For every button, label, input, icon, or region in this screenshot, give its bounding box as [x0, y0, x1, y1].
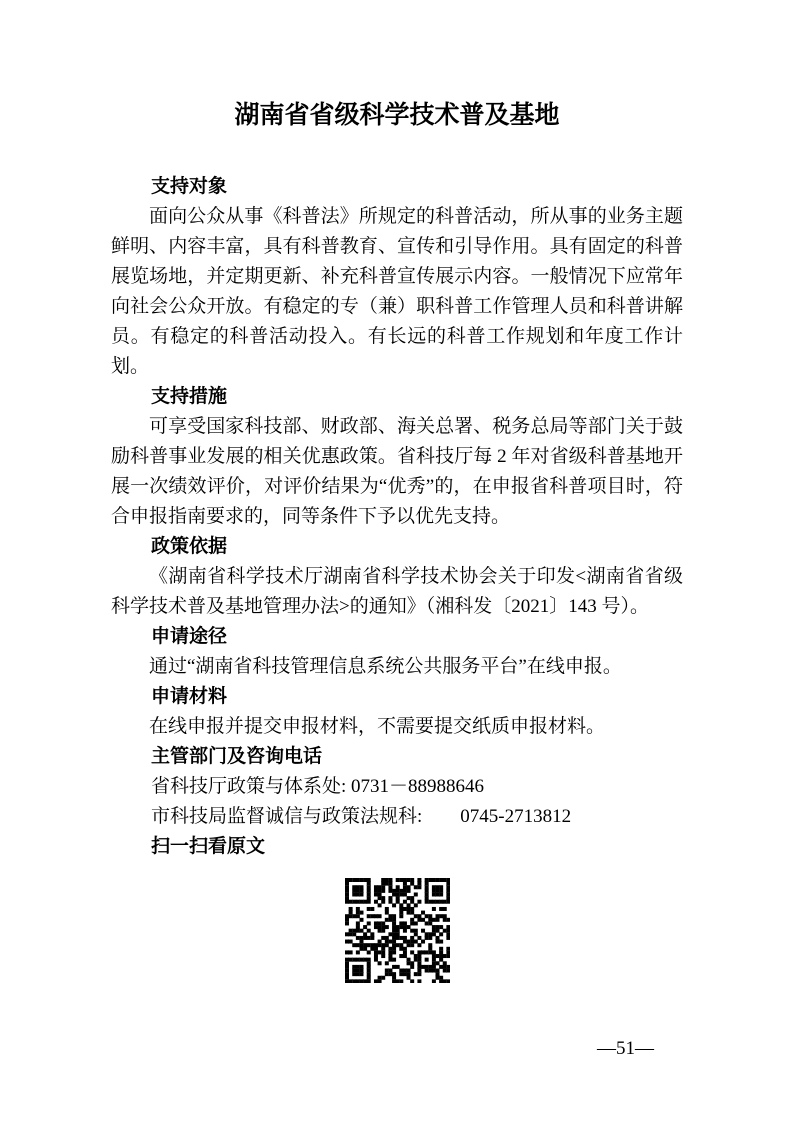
support-measures-paragraph: 可享受国家科技部、财政部、海关总署、税务总局等部门关于鼓励科普事业发展的相关优惠政策。省科技厅每 2 年对省级科普基地开展一次绩效评价，对评价结果为“优秀”的，在申报省科普项目时，符合申报指南要求的，同等条件下予以优先支持。	[111, 416, 683, 527]
section-heading-application-channel: 申请途径	[151, 626, 228, 647]
page-title: 湖南省省级科学技术普及基地	[234, 102, 560, 129]
section-heading-policy-basis: 政策依据	[151, 536, 228, 557]
contact-municipal-phone: 市科技局监督诚信与政策法规科: 0745-2713812	[151, 806, 572, 827]
section-heading-application-materials: 申请材料	[151, 686, 228, 707]
section-heading-support-target: 支持对象	[151, 176, 228, 197]
section-heading-scan-original: 扫一扫看原文	[151, 836, 266, 857]
section-heading-support-measures: 支持措施	[151, 386, 228, 407]
support-target-paragraph: 面向公众从事《科普法》所规定的科普活动，所从事的业务主题鲜明、内容丰富，具有科普教育、宣传和引导作用。具有固定的科普展览场地，并定期更新、补充科普宣传展示内容。一般情况下应常年向社会公众开放。有稳定的专（兼）职科普工作管理人员和科普讲解员。有稳定的科普活动投入。有长远的科普工作规划和年度工作计划。	[111, 206, 683, 377]
contact-provincial-phone: 省科技厅政策与体系处: 0731－88988646	[151, 776, 485, 797]
document-content	[111, 96, 683, 988]
qr-code	[345, 878, 450, 983]
page-number: —51—	[597, 1038, 654, 1059]
section-heading-contact: 主管部门及咨询电话	[151, 746, 323, 767]
application-materials-paragraph: 在线申报并提交申报材料，不需要提交纸质申报材料。	[149, 716, 606, 737]
policy-basis-paragraph: 《湖南省科学技术厅湖南省科学技术协会关于印发<湖南省省级科学技术普及基地管理办法>的通知》（湘科发〔2021〕143 号）。	[111, 566, 683, 617]
application-channel-paragraph: 通过“湖南省科技管理信息系统公共服务平台”在线申报。	[149, 656, 622, 677]
qr-code-row	[111, 878, 683, 988]
